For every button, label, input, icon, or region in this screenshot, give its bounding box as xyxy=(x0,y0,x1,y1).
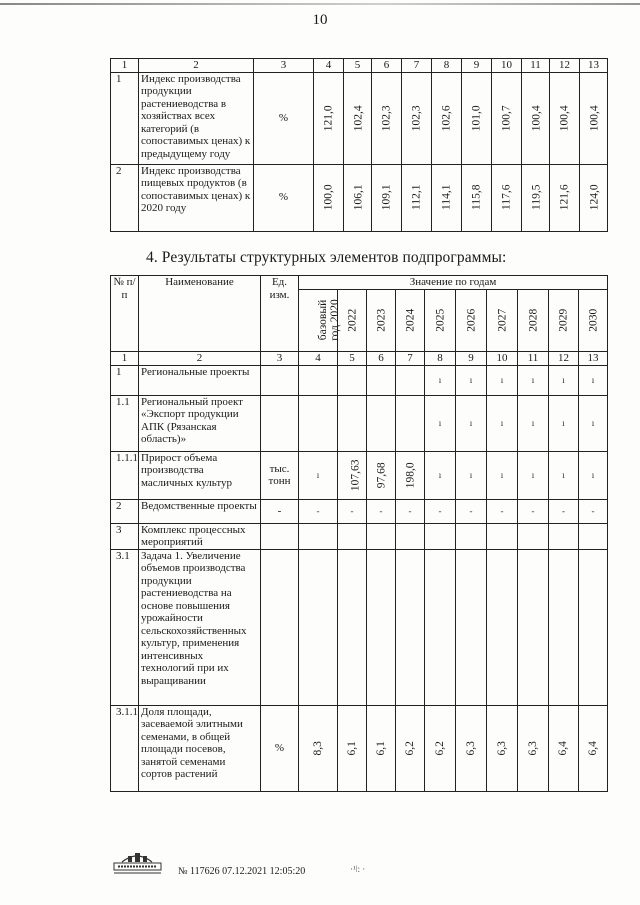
value-cell xyxy=(425,549,456,705)
value-text: 6,1 xyxy=(345,740,358,756)
value-cell xyxy=(299,499,338,523)
row-number: 2 xyxy=(111,164,139,231)
value-cell xyxy=(579,549,608,705)
unit-cell: % xyxy=(261,705,299,791)
column-number: 4 xyxy=(314,59,344,73)
column-number-row xyxy=(111,59,608,73)
value-cell xyxy=(314,72,344,164)
column-number: 8 xyxy=(425,352,456,366)
year-text: 2024 xyxy=(403,309,416,332)
indicator-name: Индекс производства пищевых продуктов (в сопоставимых ценах) к 2020 году xyxy=(139,164,254,231)
value-cell xyxy=(522,72,550,164)
column-number: 11 xyxy=(522,59,550,73)
table-row xyxy=(111,164,608,231)
value-text: 106,1 xyxy=(352,184,365,211)
value-text: 100,0 xyxy=(322,184,335,211)
unit-cell: % xyxy=(254,164,314,231)
value-text: 100,7 xyxy=(500,105,513,131)
value-cell xyxy=(432,164,462,231)
value-text: 124,0 xyxy=(588,184,601,211)
value-text: ı xyxy=(500,469,504,480)
column-number: 13 xyxy=(579,352,608,366)
year-header xyxy=(579,290,608,352)
value-cell xyxy=(396,395,425,451)
value-cell xyxy=(432,72,462,164)
unit-cell: тыс. тонн xyxy=(261,451,299,499)
value-cell xyxy=(425,499,456,523)
value-text: ı xyxy=(500,374,504,385)
column-number: 4 xyxy=(299,352,338,366)
value-cell xyxy=(396,523,425,549)
value-cell xyxy=(396,705,425,791)
value-cell xyxy=(492,164,522,231)
row-number: 3.1.1 xyxy=(111,705,139,791)
value-cell xyxy=(367,365,396,395)
value-cell xyxy=(396,365,425,395)
table-row xyxy=(111,395,608,451)
year-text: 2023 xyxy=(374,309,387,332)
value-text: - xyxy=(438,505,442,516)
element-name: Прирост объема производства масличных культур xyxy=(139,451,261,499)
value-text: 115,8 xyxy=(470,184,483,211)
value-text: 114,1 xyxy=(440,184,453,211)
value-cell xyxy=(462,164,492,231)
year-text: 2029 xyxy=(557,309,570,332)
value-cell xyxy=(549,451,579,499)
value-cell xyxy=(367,451,396,499)
value-text: ı xyxy=(469,469,473,480)
value-text: - xyxy=(531,505,535,516)
value-text: 117,6 xyxy=(500,184,513,211)
value-text: 198,0 xyxy=(404,462,417,488)
value-text: 100,4 xyxy=(558,105,571,131)
table-row xyxy=(111,451,608,499)
value-cell xyxy=(425,395,456,451)
value-text: 109,1 xyxy=(380,184,393,211)
value-text: ı xyxy=(500,417,504,428)
value-cell xyxy=(579,395,608,451)
value-text: 6,2 xyxy=(403,740,416,756)
column-number: 7 xyxy=(396,352,425,366)
row-number: 1 xyxy=(111,365,139,395)
scan-top-edge xyxy=(0,3,640,5)
value-cell xyxy=(338,451,367,499)
value-cell xyxy=(522,164,550,231)
value-cell xyxy=(579,523,608,549)
value-text: ı xyxy=(562,469,565,480)
value-text: ı xyxy=(531,417,535,428)
value-text: 121,6 xyxy=(558,184,571,211)
value-cell xyxy=(338,549,367,705)
value-cell xyxy=(579,365,608,395)
row-number: 3 xyxy=(111,523,139,549)
column-number-row xyxy=(111,352,608,366)
column-number: 6 xyxy=(372,59,402,73)
page-number: 10 xyxy=(312,12,328,28)
value-cell xyxy=(396,549,425,705)
value-cell xyxy=(396,451,425,499)
value-cell xyxy=(402,164,432,231)
value-text: ı xyxy=(531,469,535,480)
value-text: - xyxy=(500,505,504,516)
value-text: 6,3 xyxy=(526,740,539,756)
column-number: 7 xyxy=(402,59,432,73)
header-unit: Ед. изм. xyxy=(261,276,299,352)
year-header xyxy=(549,290,579,352)
value-cell xyxy=(580,72,608,164)
value-cell xyxy=(367,395,396,451)
section-title: 4. Результаты структурных элементов подпрограммы: xyxy=(146,249,507,266)
table-row xyxy=(111,365,608,395)
value-cell xyxy=(456,395,487,451)
value-text: - xyxy=(469,505,473,516)
value-cell xyxy=(338,523,367,549)
element-name: Задача 1. Увеличение объемов производства продукции растениеводства на основе повышения урожайности сельскохозяйственных культур, применения интенсивных технологий при их выращивании xyxy=(139,549,261,705)
value-cell xyxy=(549,523,579,549)
column-number: 10 xyxy=(487,352,518,366)
value-cell xyxy=(344,164,372,231)
value-cell xyxy=(299,549,338,705)
results-table xyxy=(110,275,608,792)
year-text: базовый год 2020 xyxy=(317,299,341,342)
value-text: - xyxy=(350,505,354,516)
column-number: 5 xyxy=(344,59,372,73)
value-cell xyxy=(549,499,579,523)
year-header xyxy=(367,290,396,352)
value-text: 6,2 xyxy=(433,740,446,756)
value-cell xyxy=(338,499,367,523)
year-text: 2025 xyxy=(433,309,446,332)
year-header xyxy=(456,290,487,352)
row-number: 1.1.1 xyxy=(111,451,139,499)
value-cell xyxy=(518,549,549,705)
value-text: ı xyxy=(316,469,320,480)
value-text: 102,6 xyxy=(440,105,453,131)
document-stamp: № 117626 07.12.2021 12:05:20 xyxy=(178,866,306,877)
scan-mark: ·¹ǀ: · xyxy=(350,864,366,874)
column-number: 3 xyxy=(261,352,299,366)
column-number: 10 xyxy=(492,59,522,73)
value-cell xyxy=(487,395,518,451)
value-cell xyxy=(367,705,396,791)
header-values-group: Значение по годам xyxy=(299,276,608,290)
value-cell xyxy=(518,499,549,523)
value-text: 6,3 xyxy=(495,740,508,756)
value-cell xyxy=(402,72,432,164)
value-cell xyxy=(425,523,456,549)
value-text: 102,3 xyxy=(410,105,423,131)
value-cell xyxy=(579,451,608,499)
value-cell xyxy=(367,499,396,523)
value-cell xyxy=(487,365,518,395)
year-header xyxy=(299,290,341,352)
value-cell xyxy=(425,365,456,395)
value-cell xyxy=(314,164,344,231)
year-text: 2026 xyxy=(464,309,477,332)
year-text: 2027 xyxy=(495,309,508,332)
electronic-signature-logo-icon xyxy=(110,848,165,878)
year-header xyxy=(396,290,425,352)
year-text: 2030 xyxy=(586,309,599,332)
column-number: 6 xyxy=(367,352,396,366)
value-cell xyxy=(456,549,487,705)
year-text: 2028 xyxy=(526,309,539,332)
value-text: 97,68 xyxy=(375,462,388,488)
column-number: 1 xyxy=(111,59,139,73)
value-cell xyxy=(550,164,580,231)
value-text: ı xyxy=(531,374,535,385)
value-cell xyxy=(396,499,425,523)
value-cell xyxy=(372,164,402,231)
value-cell xyxy=(456,523,487,549)
value-text: - xyxy=(562,505,565,516)
column-number: 13 xyxy=(580,59,608,73)
value-text: ı xyxy=(438,469,442,480)
table-row xyxy=(111,523,608,549)
value-cell xyxy=(549,705,579,791)
value-cell xyxy=(367,523,396,549)
value-text: ı xyxy=(438,374,442,385)
table-row xyxy=(111,549,608,705)
value-text: ı xyxy=(562,374,565,385)
indicators-table xyxy=(110,58,608,232)
value-cell xyxy=(580,164,608,231)
value-cell xyxy=(338,365,367,395)
header-num: № п/п xyxy=(111,276,139,352)
value-cell xyxy=(549,365,579,395)
value-text: 100,4 xyxy=(588,105,601,131)
value-cell xyxy=(518,451,549,499)
value-text: 6,4 xyxy=(586,740,599,756)
element-name: Региональные проекты xyxy=(139,365,261,395)
column-number: 3 xyxy=(254,59,314,73)
value-cell xyxy=(487,705,518,791)
value-cell xyxy=(549,395,579,451)
value-cell xyxy=(579,705,608,791)
value-text: ı xyxy=(438,417,442,428)
value-text: 8,3 xyxy=(311,740,324,756)
unit-cell xyxy=(261,365,299,395)
value-text: - xyxy=(408,505,412,516)
year-text: 2022 xyxy=(345,309,358,332)
value-text: 119,5 xyxy=(530,184,543,211)
column-number: 8 xyxy=(432,59,462,73)
value-cell xyxy=(492,72,522,164)
value-cell xyxy=(487,499,518,523)
column-number: 9 xyxy=(456,352,487,366)
unit-cell: - xyxy=(261,499,299,523)
column-number: 2 xyxy=(139,59,254,73)
value-cell xyxy=(456,499,487,523)
value-text: ı xyxy=(591,417,595,428)
column-number: 9 xyxy=(462,59,492,73)
unit-cell: % xyxy=(254,72,314,164)
value-cell xyxy=(518,705,549,791)
value-cell xyxy=(462,72,492,164)
value-text: 6,3 xyxy=(464,740,477,756)
value-cell xyxy=(549,549,579,705)
value-cell xyxy=(299,451,338,499)
value-cell xyxy=(372,72,402,164)
table-row xyxy=(111,499,608,523)
value-text: 107,63 xyxy=(349,459,362,491)
column-number: 2 xyxy=(139,352,261,366)
column-number: 1 xyxy=(111,352,139,366)
indicator-name: Индекс производства продукции растениеводства в хозяйствах всех категорий (в сопоставимых ценах) к предыдущему году xyxy=(139,72,254,164)
unit-cell xyxy=(261,549,299,705)
value-text: 112,1 xyxy=(410,184,423,211)
value-text: 102,3 xyxy=(380,105,393,131)
value-cell xyxy=(299,705,338,791)
value-cell xyxy=(425,451,456,499)
value-text: ı xyxy=(469,417,473,428)
value-cell xyxy=(344,72,372,164)
column-number: 12 xyxy=(550,59,580,73)
value-cell xyxy=(425,705,456,791)
value-text: ı xyxy=(562,417,565,428)
value-cell xyxy=(299,365,338,395)
value-text: ı xyxy=(591,469,595,480)
year-header xyxy=(518,290,549,352)
value-cell xyxy=(299,395,338,451)
value-text: - xyxy=(591,505,595,516)
value-text: ı xyxy=(469,374,473,385)
year-header xyxy=(487,290,518,352)
element-name: Доля площади, засеваемой элитными семенами, в общей площади посевов, занятой семенами сортов растений xyxy=(139,705,261,791)
value-cell xyxy=(456,451,487,499)
row-number: 1.1 xyxy=(111,395,139,451)
value-cell xyxy=(487,451,518,499)
value-text: 6,4 xyxy=(557,740,570,756)
value-cell xyxy=(367,549,396,705)
row-number: 2 xyxy=(111,499,139,523)
value-cell xyxy=(518,523,549,549)
value-cell xyxy=(299,523,338,549)
value-text: 102,4 xyxy=(352,105,365,131)
footer xyxy=(110,848,440,884)
value-text: 100,4 xyxy=(530,105,543,131)
value-cell xyxy=(550,72,580,164)
value-text: 121,0 xyxy=(322,105,335,131)
element-name: Ведомственные проекты xyxy=(139,499,261,523)
value-cell xyxy=(487,549,518,705)
value-text: 101,0 xyxy=(470,105,483,131)
value-cell xyxy=(456,365,487,395)
column-number: 12 xyxy=(549,352,579,366)
row-number: 1 xyxy=(111,72,139,164)
table-row xyxy=(111,705,608,791)
column-number: 5 xyxy=(338,352,367,366)
value-cell xyxy=(518,365,549,395)
value-text: ı xyxy=(591,374,595,385)
value-text: 6,1 xyxy=(374,740,387,756)
row-number: 3.1 xyxy=(111,549,139,705)
value-cell xyxy=(338,395,367,451)
value-cell xyxy=(487,523,518,549)
value-cell xyxy=(518,395,549,451)
table-row xyxy=(111,72,608,164)
value-text: - xyxy=(316,505,320,516)
header-name: Наименование xyxy=(139,276,261,352)
unit-cell xyxy=(261,523,299,549)
element-name: Региональный проект «Экспорт продукции АПК (Рязанская область)» xyxy=(139,395,261,451)
year-header xyxy=(338,290,367,352)
value-text: - xyxy=(379,505,383,516)
unit-cell xyxy=(261,395,299,451)
value-cell xyxy=(579,499,608,523)
value-cell xyxy=(338,705,367,791)
year-header xyxy=(425,290,456,352)
value-cell xyxy=(456,705,487,791)
element-name: Комплекс процессных мероприятий xyxy=(139,523,261,549)
column-number: 11 xyxy=(518,352,549,366)
